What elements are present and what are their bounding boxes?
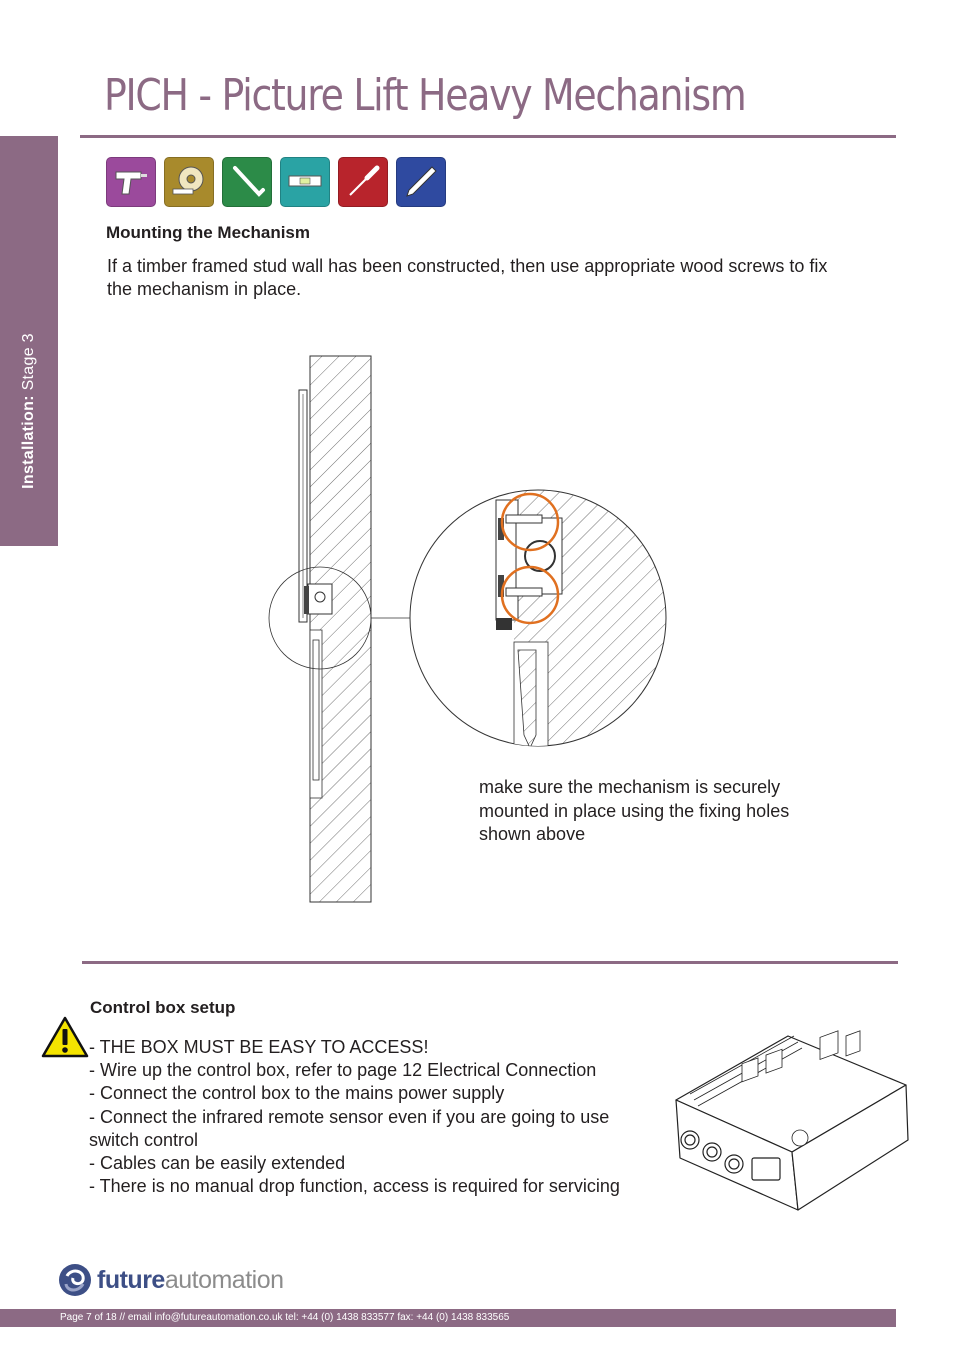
tape-measure-icon <box>164 157 214 207</box>
control-box-illustration <box>670 1030 910 1225</box>
logo-future: future <box>97 1265 165 1294</box>
screwdriver-icon <box>338 157 388 207</box>
section-label: Installation: Stage 3 <box>20 333 37 489</box>
logo-swirl-icon <box>57 1262 93 1298</box>
list-item: - There is no manual drop function, access is required for servicing <box>89 1176 620 1197</box>
control-box-heading: Control box setup <box>90 998 236 1017</box>
logo-automation: automation <box>164 1265 284 1294</box>
allen-key-icon <box>222 157 272 207</box>
footer-text: Page 7 of 18 // email info@futureautomation.co.uk tel: +44 (0) 1438 833577 fax: +44 (0) 1438 833565 <box>60 1312 510 1323</box>
pencil-icon <box>396 157 446 207</box>
title-divider <box>80 135 896 138</box>
side-tab <box>0 136 58 546</box>
page-title: PICH - Picture Lift Heavy Mechanism <box>104 70 746 121</box>
list-item: - Connect the control box to the mains power supply <box>89 1083 505 1104</box>
mounting-text: If a timber framed stud wall has been constructed, then use appropriate wood screws to fix the mechanism in place. <box>107 256 828 299</box>
diagram-caption: make sure the mechanism is securely mounted in place using the fixing holes shown above <box>479 777 790 844</box>
list-item: - Cables can be easily extended <box>89 1153 346 1174</box>
warning-icon <box>40 1015 90 1064</box>
drill-icon <box>106 157 156 207</box>
control-box-list <box>89 1036 629 1198</box>
company-logo <box>57 1262 284 1298</box>
mounting-heading: Mounting the Mechanism <box>106 223 310 242</box>
footer-bar <box>0 1309 896 1327</box>
list-item: - Connect the infrared remote sensor even if you are going to use switch control <box>89 1106 610 1150</box>
section-divider <box>82 961 898 964</box>
spirit-level-icon <box>280 157 330 207</box>
tool-icons <box>106 157 446 207</box>
list-item: - Wire up the control box, refer to page 12 Electrical Connection <box>89 1060 597 1081</box>
list-item: - THE BOX MUST BE EASY TO ACCESS! <box>89 1037 429 1057</box>
